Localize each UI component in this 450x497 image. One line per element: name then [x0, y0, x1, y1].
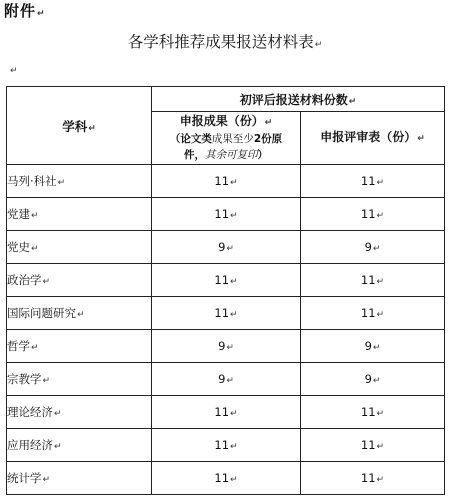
- subject-cell: 政治学↵: [7, 264, 152, 297]
- paragraph-mark: ↵: [314, 40, 323, 50]
- review-count-cell: 9↵: [301, 330, 445, 363]
- subject-cell: 党史↵: [7, 231, 152, 264]
- table-row: [7, 462, 445, 495]
- table-row: [7, 264, 445, 297]
- review-count-cell: 9↵: [301, 231, 445, 264]
- outcomes-count-cell: 11↵: [152, 297, 301, 330]
- subject-cell: 马列·科社↵: [7, 165, 152, 198]
- subject-cell: 国际问题研究↵: [7, 297, 152, 330]
- table-row: [7, 198, 445, 231]
- review-count-cell: 9↵: [301, 363, 445, 396]
- group-header: 初评后报送材料份数↵: [152, 87, 445, 112]
- table-row: [7, 165, 445, 198]
- subject-cell: 理论经济↵: [7, 396, 152, 429]
- outcomes-count-cell: 11↵: [152, 264, 301, 297]
- review-count-cell: 11↵: [301, 165, 445, 198]
- outcomes-count-cell: 11↵: [152, 396, 301, 429]
- subject-cell: 宗教学↵: [7, 363, 152, 396]
- review-count-cell: 11↵: [301, 264, 445, 297]
- review-count-cell: 11↵: [301, 297, 445, 330]
- outcomes-count-cell: 9↵: [152, 330, 301, 363]
- subject-cell: 应用经济↵: [7, 429, 152, 462]
- outcomes-count-cell: 11↵: [152, 198, 301, 231]
- review-count-cell: 11↵: [301, 429, 445, 462]
- subject-cell: 哲学↵: [7, 330, 152, 363]
- outcomes-note: （论文类成果至少2份原 件，其余可复印）: [169, 132, 283, 161]
- materials-table: [6, 86, 445, 495]
- outcomes-count-cell: 9↵: [152, 363, 301, 396]
- outcomes-count-cell: 9↵: [152, 231, 301, 264]
- outcomes-count-cell: 11↵: [152, 429, 301, 462]
- outcomes-column-header: 申报成果（份）↵ （论文类成果至少2份原 件，其余可复印）: [152, 112, 301, 165]
- review-count-cell: 11↵: [301, 396, 445, 429]
- table-row: [7, 396, 445, 429]
- document-title: 各学科推荐成果报送材料表↵: [127, 33, 323, 51]
- review-count-cell: 11↵: [301, 198, 445, 231]
- table-row: [7, 330, 445, 363]
- review-count-cell: 11↵: [301, 462, 445, 495]
- empty-paragraph-mark: ↵: [10, 66, 18, 76]
- attachment-label: 附件↵: [4, 2, 46, 20]
- subject-header: 学科↵: [7, 87, 152, 165]
- subject-cell: 党建↵: [7, 198, 152, 231]
- outcomes-count-cell: 11↵: [152, 462, 301, 495]
- table-row: [7, 297, 445, 330]
- paragraph-mark: ↵: [37, 9, 46, 19]
- subject-cell: 统计学↵: [7, 462, 152, 495]
- table-row: [7, 363, 445, 396]
- review-column-header: 申报评审表（份）↵: [301, 112, 445, 165]
- outcomes-count-cell: 11↵: [152, 165, 301, 198]
- table-row: [7, 231, 445, 264]
- table-row: [7, 429, 445, 462]
